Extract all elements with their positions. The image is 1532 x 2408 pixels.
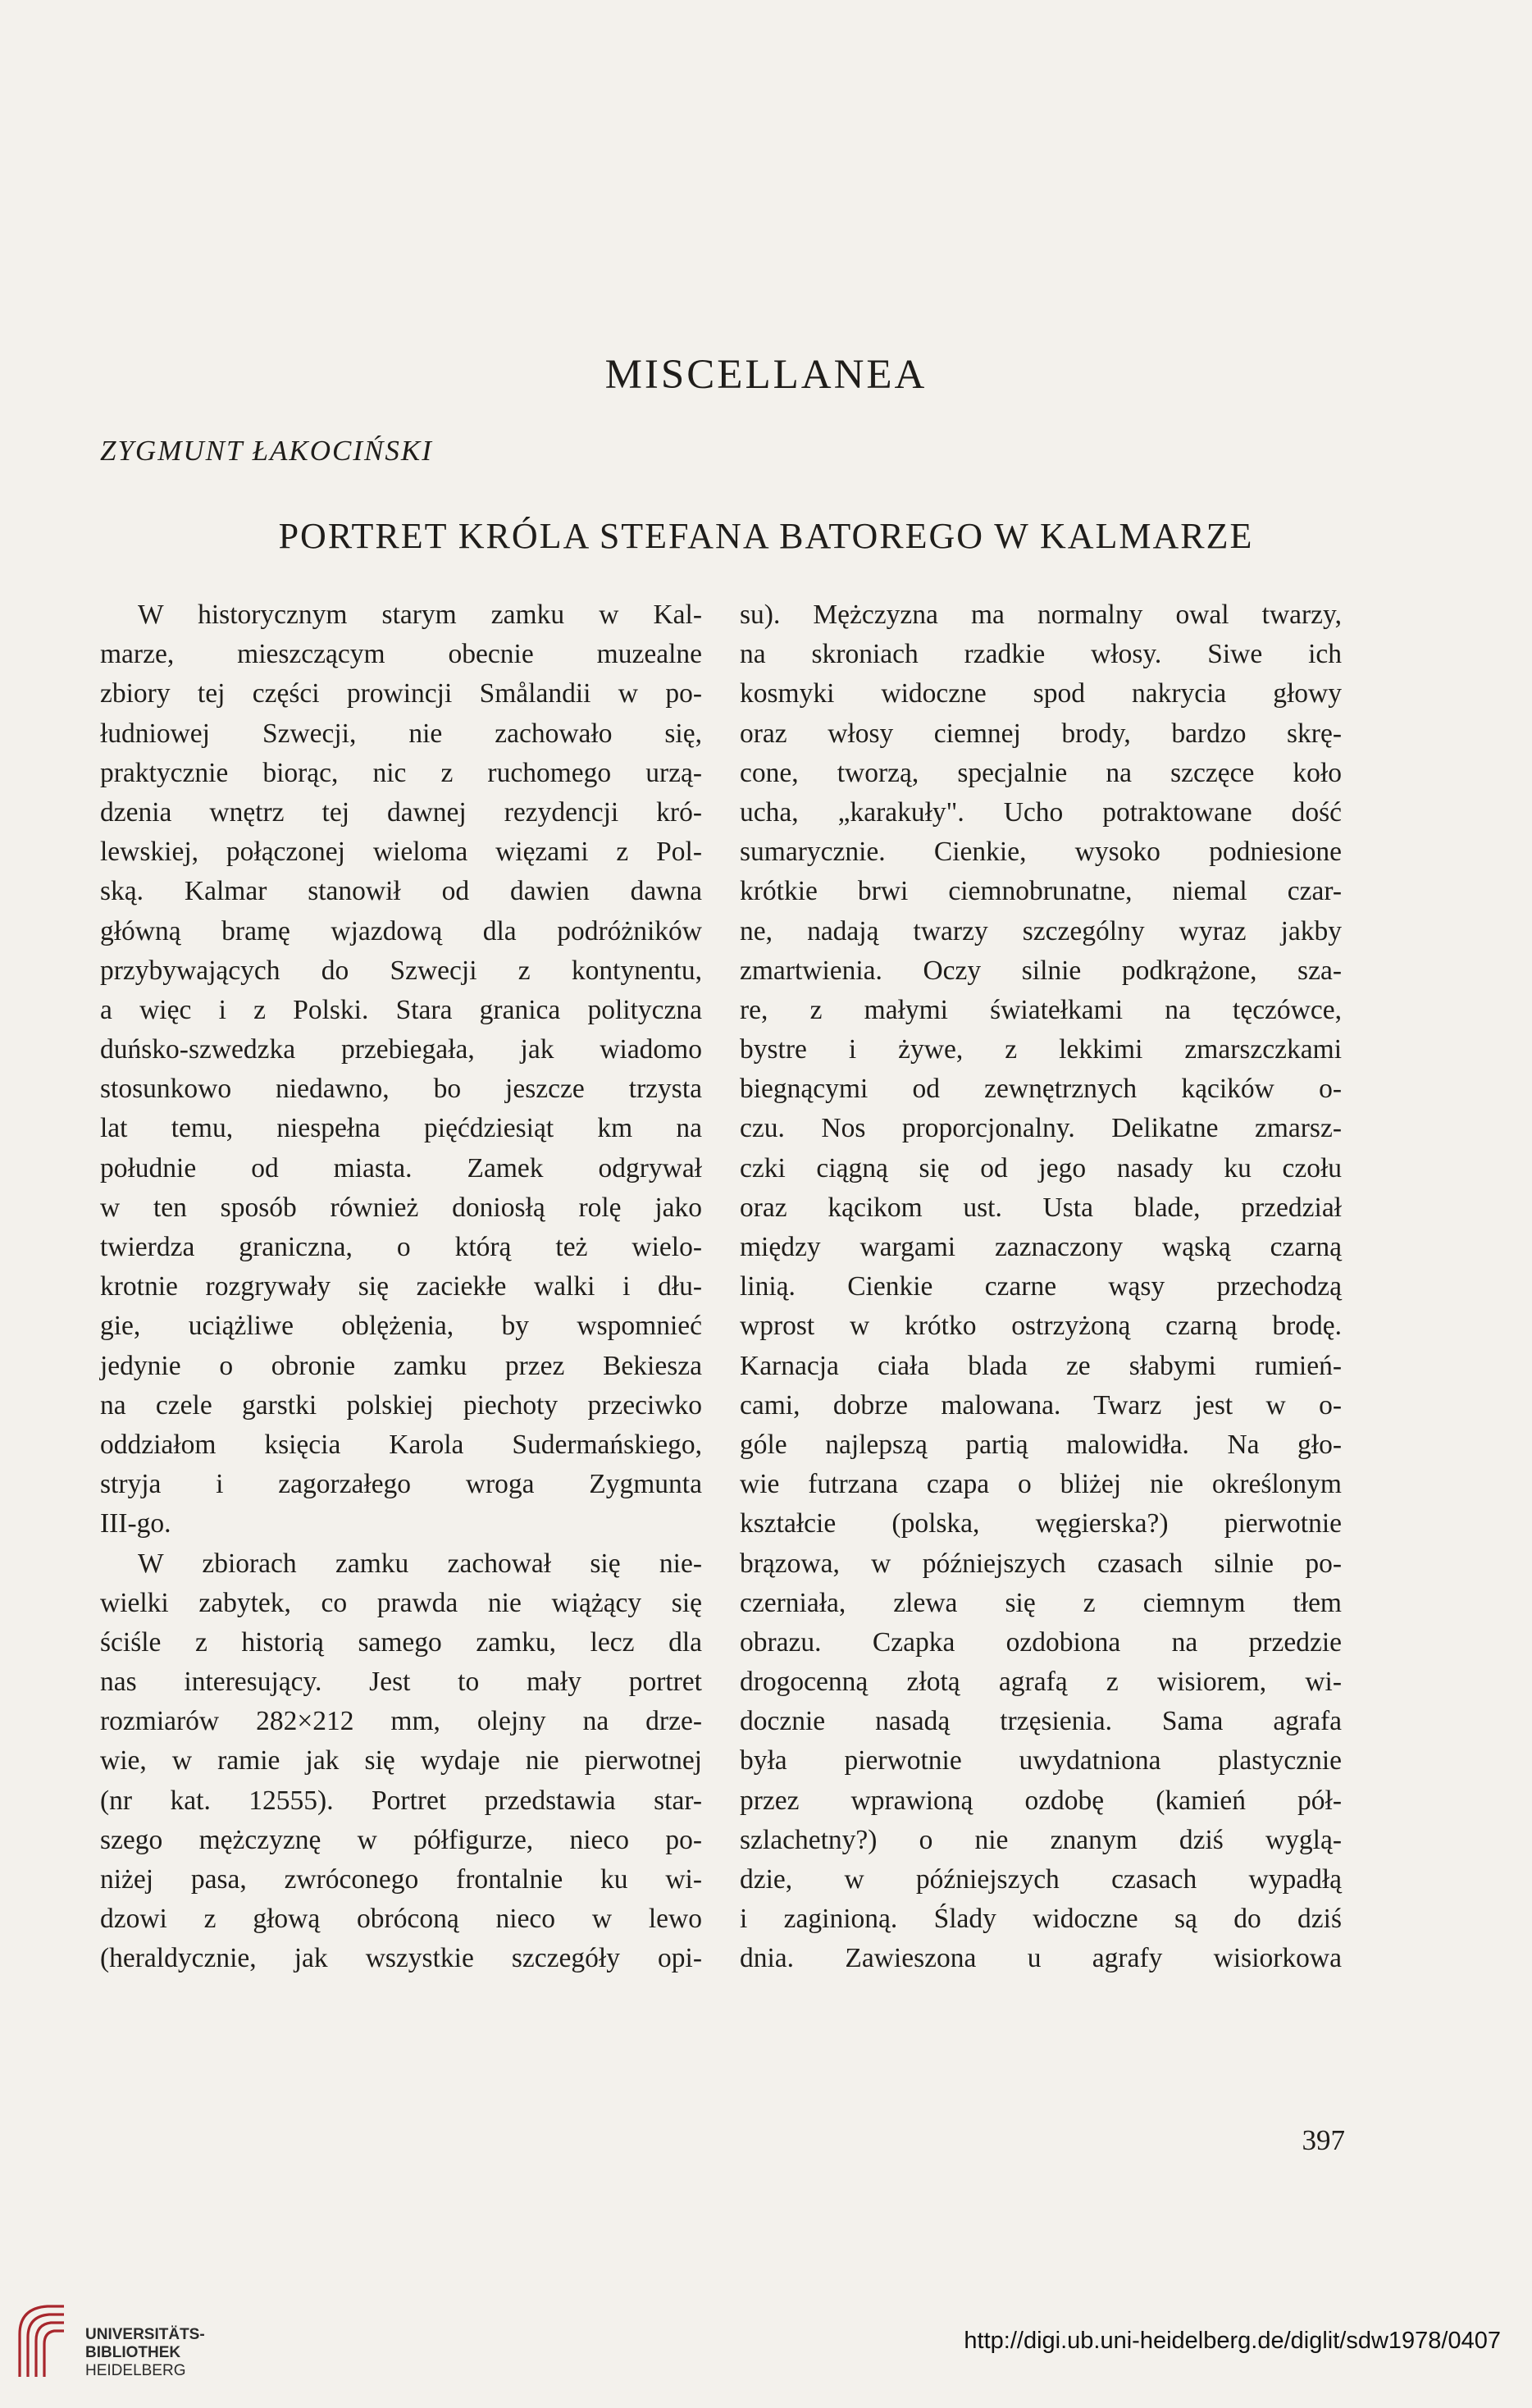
text-line: praktycznie biorąc, nic z ruchomego urzą- xyxy=(100,757,702,788)
text-line: między wargami zaznaczony wąską czarną xyxy=(740,1232,1342,1262)
text-line: główną bramę wjazdową dla podróżników xyxy=(100,915,702,946)
text-line: dzenia wnętrz tej dawnej rezydencji kró- xyxy=(100,796,702,828)
text-line: III-go. xyxy=(100,1508,171,1539)
text-line: oddziałom księcia Karola Sudermańskiego, xyxy=(100,1429,702,1460)
text-line: linią. Cienkie czarne wąsy przechodzą xyxy=(740,1271,1342,1302)
text-line: była pierwotnie uwydatniona plastycznie xyxy=(740,1745,1342,1776)
text-line: su). Mężczyzna ma normalny owal twarzy, xyxy=(740,600,1342,630)
text-line: kosmyki widoczne spod nakrycia głowy xyxy=(740,678,1342,709)
text-line: oraz włosy ciemnej brody, bardzo skrę- xyxy=(740,718,1342,749)
text-line: cone, tworzą, specjalnie na szczęce koło xyxy=(740,757,1342,788)
text-line: krotnie rozgrywały się zaciekłe walki i dłu- xyxy=(100,1271,702,1302)
text-line: W zbiorach zamku zachował się nie- xyxy=(138,1548,702,1579)
text-line: sumarycznie. Cienkie, wysoko podniesione xyxy=(740,837,1342,868)
text-line: wielki zabytek, co prawda nie wiążący się xyxy=(100,1587,702,1618)
source-url-link[interactable]: http://digi.ub.uni-heidelberg.de/diglit/sdw1978/0407 xyxy=(964,2328,1501,2354)
text-line: rozmiarów 282×212 mm, olejny na drze- xyxy=(100,1706,702,1737)
page-number: 397 xyxy=(1302,2124,1345,2156)
text-line: lewskiej, połączonej wieloma więzami z Pol- xyxy=(100,837,702,868)
article-title: PORTRET KRÓLA STEFANA BATOREGO W KALMARZE xyxy=(278,516,1254,556)
text-line: szego mężczyznę w półfigurze, nieco po- xyxy=(100,1824,702,1855)
text-line: czki ciągną się od jego nasady ku czołu xyxy=(740,1152,1342,1183)
text-line: na czele garstki polskiej piechoty przeciwko xyxy=(100,1389,702,1421)
library-name-line: HEIDELBERG xyxy=(85,2362,186,2379)
left-text-column xyxy=(100,595,702,1979)
text-line: stosunkowo niedawno, bo jeszcze trzysta xyxy=(100,1074,702,1105)
text-line: dnia. Zawieszona u agrafy wisiorkowa xyxy=(740,1943,1342,1974)
text-line: duńsko-szwedzka przebiegała, jak wiadomo xyxy=(100,1034,702,1065)
text-line: (nr kat. 12555). Portret przedstawia star- xyxy=(100,1785,702,1816)
text-line: czerniała, zlewa się z ciemnym tłem xyxy=(740,1587,1342,1618)
author-name: ZYGMUNT ŁAKOCIŃSKI xyxy=(100,435,433,467)
text-line: w ten sposób również doniosłą rolę jako xyxy=(100,1192,702,1223)
text-line: drogocenną złotą agrafą z wisiorem, wi- xyxy=(740,1667,1342,1698)
text-line: Karnacja ciała blada ze słabymi rumień- xyxy=(740,1350,1342,1381)
text-line: góle najlepszą partią malowidła. Na gło- xyxy=(740,1429,1342,1460)
text-line: dzowi z głową obróconą nieco w lewo xyxy=(100,1904,702,1935)
library-logo-icon xyxy=(15,2301,69,2380)
text-line: ne, nadają twarzy szczególny wyraz jakby xyxy=(740,915,1342,946)
section-title: MISCELLANEA xyxy=(604,352,928,398)
text-line: bystre i żywe, z lekkimi zmarszczkami xyxy=(740,1034,1342,1065)
text-line: brązowa, w późniejszych czasach silnie po- xyxy=(740,1548,1342,1579)
text-line: wie, w ramie jak się wydaje nie pierwotnej xyxy=(100,1745,702,1776)
text-line: a więc i z Polski. Stara granica polityczna xyxy=(100,994,702,1025)
text-line: twierdza graniczna, o którą też wielo- xyxy=(100,1232,702,1262)
text-line: cami, dobrze malowana. Twarz jest w o- xyxy=(740,1389,1342,1421)
text-line: nas interesujący. Jest to mały portret xyxy=(100,1667,702,1698)
text-line: dzie, w późniejszych czasach wypadłą xyxy=(740,1864,1342,1895)
text-line: wie futrzana czapa o bliżej nie określonym xyxy=(740,1469,1342,1500)
text-line: przez wprawioną ozdobę (kamień pół- xyxy=(740,1785,1342,1816)
text-line: łudniowej Szwecji, nie zachowało się, xyxy=(100,718,702,749)
text-line: kształcie (polska, węgierska?) pierwotnie xyxy=(740,1508,1342,1539)
text-line: lat temu, niespełna pięćdziesiąt km na xyxy=(100,1113,702,1144)
text-line: niżej pasa, zwróconego frontalnie ku wi- xyxy=(100,1864,702,1895)
text-line: zmartwienia. Oczy silnie podkrążone, sza- xyxy=(740,955,1342,986)
text-line: szlachetny?) o nie znanym dziś wyglą- xyxy=(740,1824,1342,1855)
library-name xyxy=(85,2326,205,2380)
library-name-line: UNIVERSITÄTS- xyxy=(85,2326,205,2343)
text-line: krótkie brwi ciemnobrunatne, niemal czar- xyxy=(740,876,1342,907)
text-line: (heraldycznie, jak wszystkie szczegóły opi- xyxy=(100,1943,702,1974)
text-line: marze, mieszczącym obecnie muzealne xyxy=(100,639,702,670)
text-line: przybywających do Szwecji z kontynentu, xyxy=(100,955,702,986)
text-line: obrazu. Czapka ozdobiona na przedzie xyxy=(740,1626,1342,1658)
text-line: i zaginioną. Ślady widoczne są do dziś xyxy=(740,1904,1342,1935)
text-line: zbiory tej części prowincji Smålandii w po- xyxy=(100,678,702,709)
text-line: na skroniach rzadkie włosy. Siwe ich xyxy=(740,639,1342,670)
text-line: W historycznym starym zamku w Kal- xyxy=(138,600,702,630)
right-text-column xyxy=(740,595,1342,1979)
text-line: jedynie o obronie zamku przez Bekiesza xyxy=(100,1350,702,1381)
text-line: gie, uciążliwe oblężenia, by wspomnieć xyxy=(100,1311,702,1342)
text-line: czu. Nos proporcjonalny. Delikatne zmarsz- xyxy=(740,1113,1342,1144)
text-line: oraz kącikom ust. Usta blade, przedział xyxy=(740,1192,1342,1223)
text-line: ską. Kalmar stanowił od dawien dawna xyxy=(100,876,702,907)
text-line: ucha, „karakuły". Ucho potraktowane dość xyxy=(740,796,1342,828)
library-name-line: BIBLIOTHEK xyxy=(85,2344,181,2361)
text-line: stryja i zagorzałego wroga Zygmunta xyxy=(100,1469,702,1500)
text-line: wprost w krótko ostrzyżoną czarną brodę. xyxy=(740,1311,1342,1342)
text-line: re, z małymi światełkami na tęczówce, xyxy=(740,994,1342,1025)
text-line: ściśle z historią samego zamku, lecz dla xyxy=(100,1626,702,1658)
text-line: południe od miasta. Zamek odgrywał xyxy=(100,1152,702,1183)
text-line: biegnącymi od zewnętrznych kącików o- xyxy=(740,1074,1342,1105)
text-line: docznie nasadą trzęsienia. Sama agrafa xyxy=(740,1706,1342,1737)
